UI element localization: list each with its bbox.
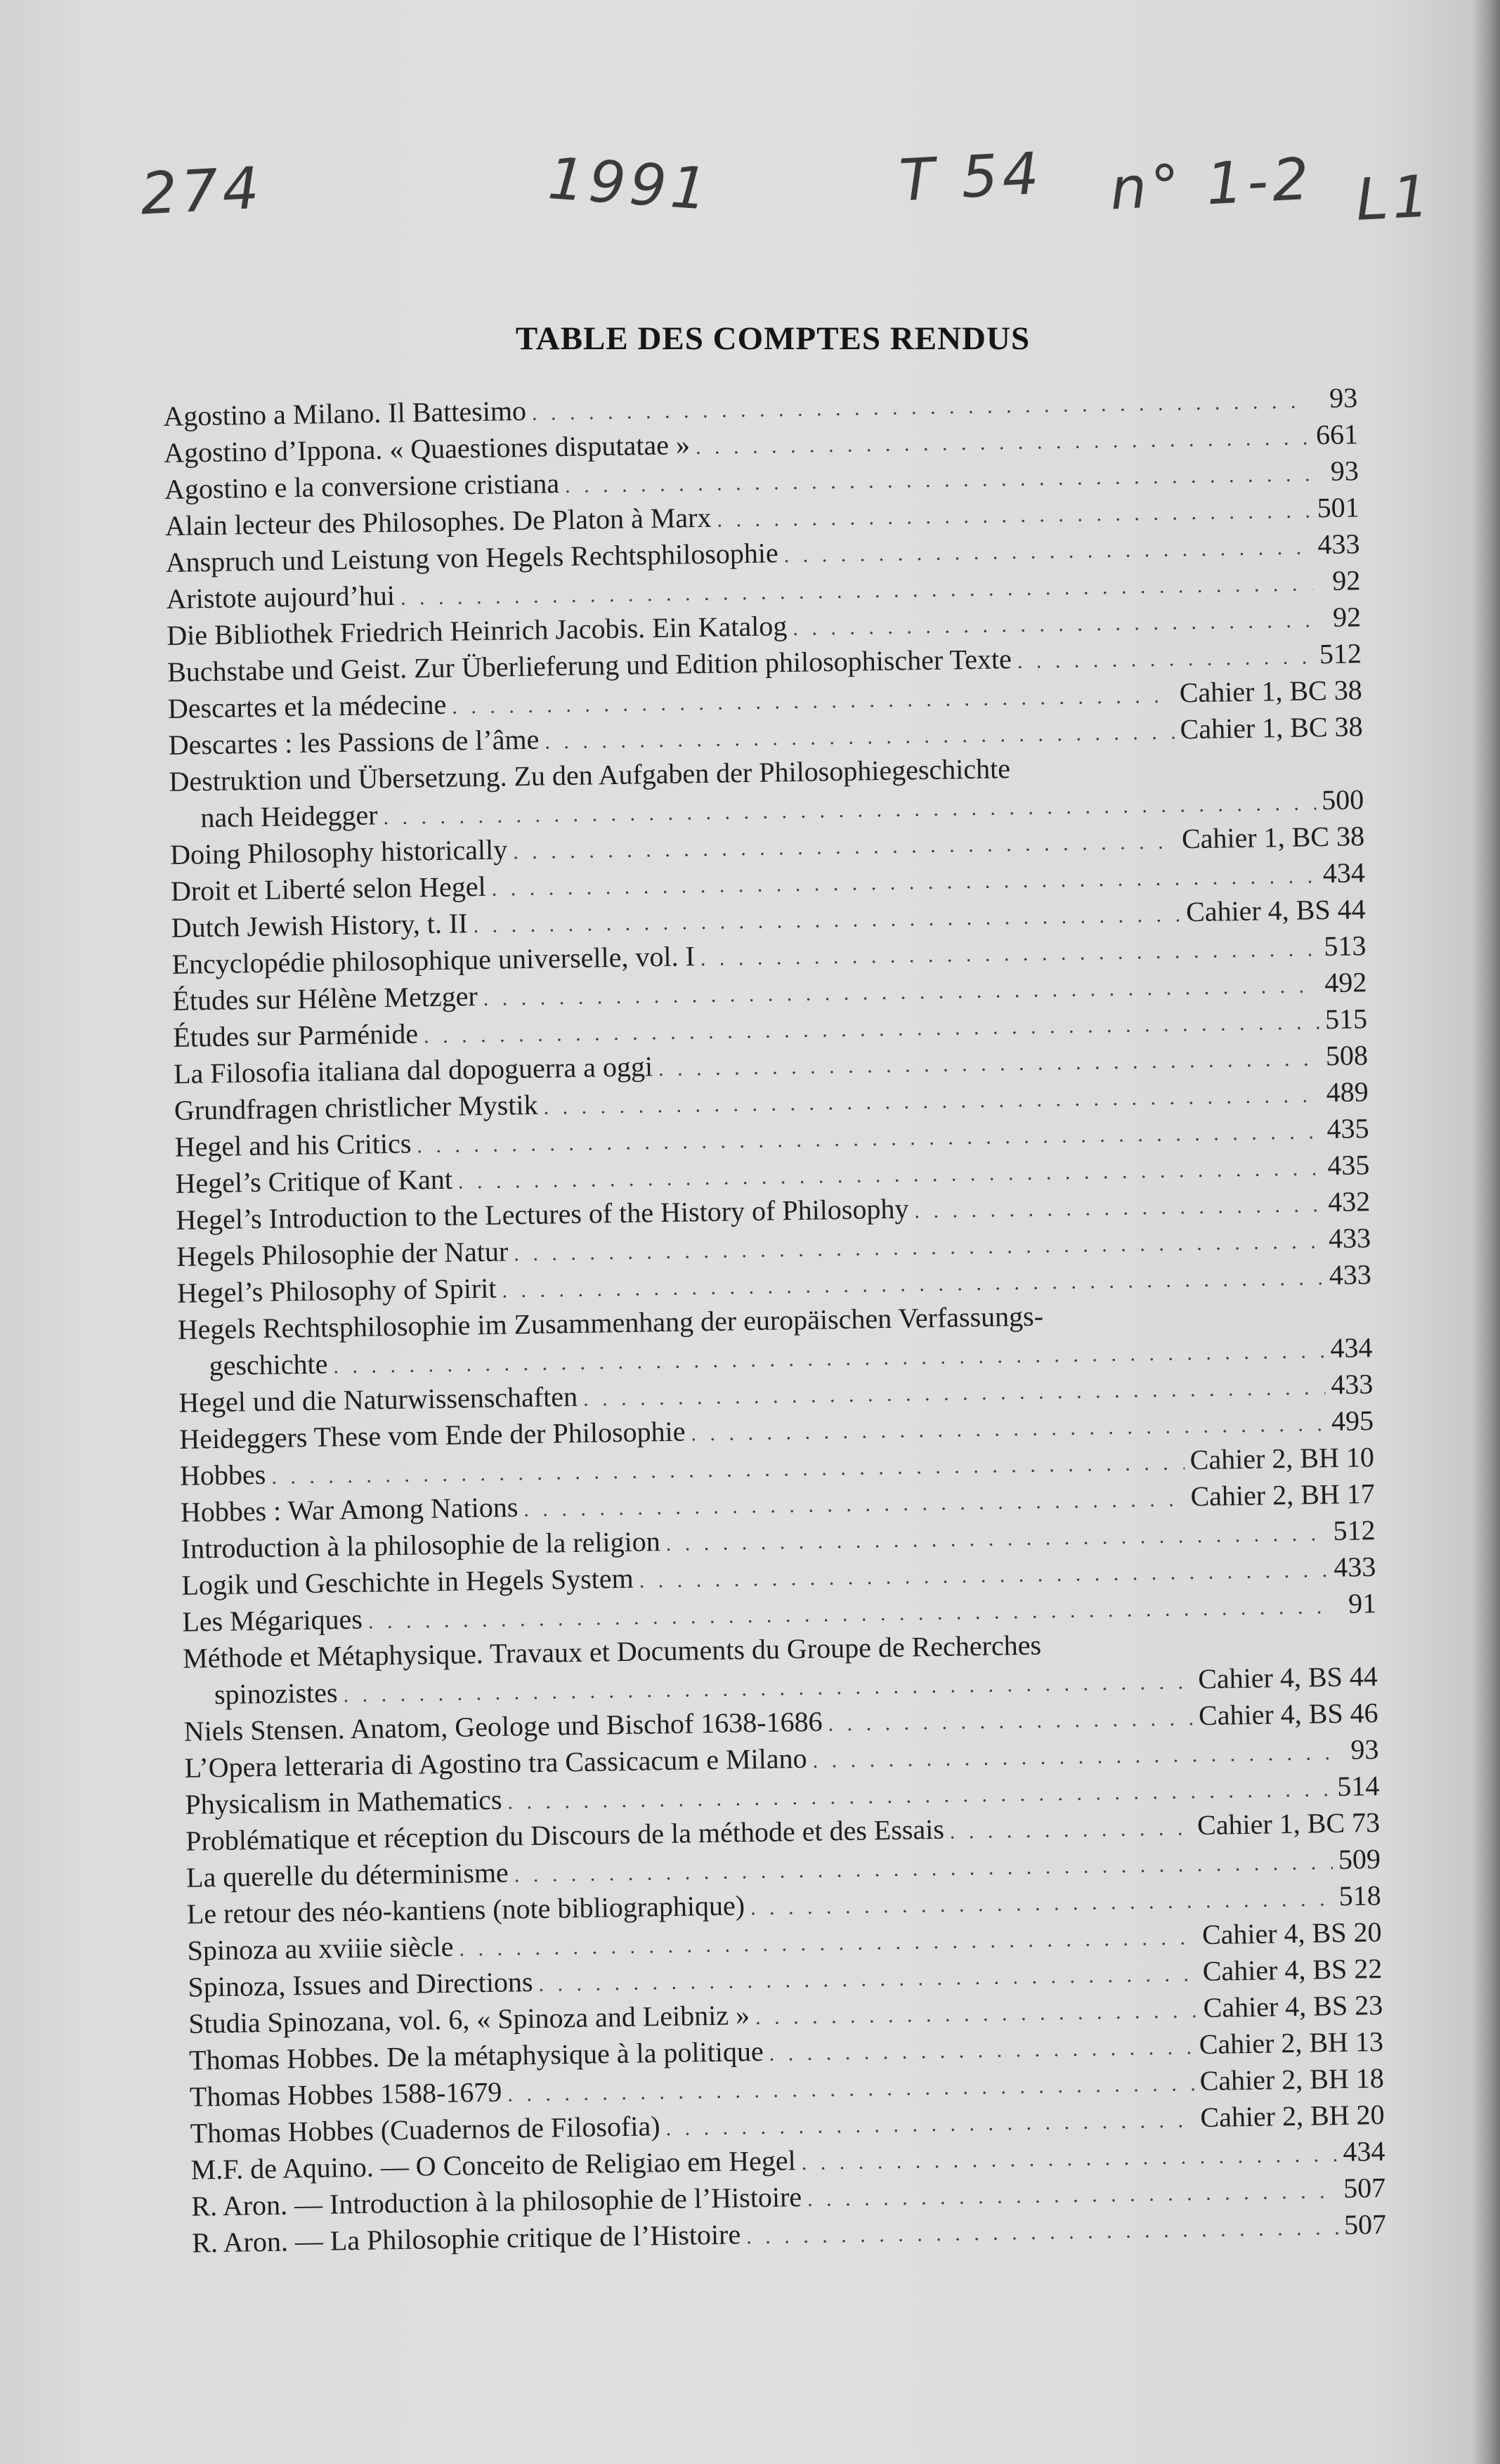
entry-title: Die Bibliothek Friedrich Heinrich Jacobis. Ein Katalog	[166, 610, 788, 651]
entry-reference: 434	[1330, 1331, 1373, 1364]
entry-title: Études sur Parménide	[172, 1017, 419, 1053]
entry-reference: Cahier 2, BH 13	[1199, 2026, 1384, 2061]
entry-reference: Cahier 4, BS 20	[1201, 1916, 1382, 1951]
entry-reference: 513	[1324, 930, 1367, 963]
entry-reference: 489	[1326, 1076, 1369, 1109]
entry-reference: 507	[1343, 2171, 1386, 2204]
entry-reference: Cahier 1, BC 73	[1196, 1806, 1381, 1842]
entry-reference: 91	[1348, 1587, 1377, 1619]
entry-reference: 435	[1326, 1149, 1370, 1182]
entry-title: Le retour des néo-kantiens (note bibliographique)	[186, 1889, 745, 1930]
entry-title: Doing Philosophy historically	[169, 833, 508, 871]
entry-title: Encyclopédie philosophique universelle, vol. I	[171, 940, 696, 980]
entry-reference: 492	[1324, 966, 1367, 999]
entry-reference: 433	[1317, 528, 1360, 561]
entry-title: Niels Stensen. Anatom, Geologe und Bischof 1638-1686	[183, 1705, 823, 1747]
entry-title: Hobbes	[179, 1458, 266, 1492]
entry-title: Agostino a Milano. Il Battesimo	[163, 394, 527, 432]
entry-title: Hegels Philosophie der Natur	[176, 1235, 509, 1272]
review-index-list	[163, 379, 1386, 2261]
entry-title: Agostino e la conversione cristiana	[164, 467, 560, 505]
entry-reference: 495	[1331, 1404, 1374, 1438]
entry-reference: 508	[1325, 1039, 1369, 1072]
entry-reference: Cahier 2, BH 18	[1199, 2062, 1385, 2097]
handwritten-issue: n° 1-2	[1108, 145, 1315, 223]
entry-reference: Cahier 1, BC 38	[1179, 674, 1363, 709]
entry-reference: 507	[1343, 2208, 1387, 2241]
entry-title: Spinoza, Issues and Directions	[188, 1966, 533, 2003]
entry-title: Anspruch und Leistung von Hegels Rechtsphilosophie	[165, 537, 779, 578]
entry-title: Alain lecteur des Philosophes. De Platon à Marx	[164, 501, 712, 542]
entry-title: Dutch Jewish History, t. II	[171, 907, 468, 944]
entry-reference: Cahier 2, BH 10	[1189, 1441, 1375, 1476]
entry-reference: Cahier 2, BH 20	[1200, 2098, 1385, 2134]
entry-reference: 500	[1321, 783, 1364, 816]
entry-title: La Filosofia italiana dal dopoguerra a oggi	[173, 1050, 653, 1090]
entry-reference: 433	[1333, 1551, 1376, 1584]
entry-title: Thomas Hobbes. De la métaphysique à la politique	[188, 2035, 764, 2076]
entry-title: Heideggers These vom Ende der Philosophie	[178, 1415, 686, 1455]
entry-title: Agostino d’Ippona. « Quaestiones disputatae »	[163, 429, 691, 469]
entry-title: Thomas Hobbes (Cuadernos de Filosofia)	[190, 2110, 660, 2149]
entry-title: Hegel’s Critique of Kant	[175, 1163, 453, 1199]
entry-title: geschichte	[209, 1348, 328, 1382]
handwritten-annotation	[138, 140, 1440, 234]
entry-title: Studia Spinozana, vol. 6, « Spinoza and Leibniz »	[188, 1999, 750, 2040]
entry-title: Hegels Rechtsphilosophie im Zusammenhang der europäischen Verfassungs-	[177, 1300, 1044, 1345]
entry-reference: 433	[1330, 1368, 1374, 1401]
entry-reference: 661	[1315, 418, 1359, 451]
entry-title: nach Heidegger	[200, 799, 378, 834]
book-spine-shadow	[1472, 0, 1500, 2464]
handwritten-number: 274	[138, 155, 265, 228]
entry-title: spinozistes	[214, 1676, 338, 1711]
entry-reference: 93	[1330, 455, 1359, 487]
entry-title: La querelle du déterminisme	[185, 1856, 509, 1893]
entry-reference: 433	[1329, 1258, 1372, 1291]
entry-reference: 433	[1328, 1222, 1371, 1255]
handwritten-volume: T 54	[897, 140, 1045, 215]
entry-reference: Cahier 1, BC 38	[1180, 710, 1363, 745]
entry-title: M.F. de Aquino. — O Conceito de Religiao em Hegel	[190, 2144, 796, 2186]
entry-title: Hobbes : War Among Nations	[180, 1491, 519, 1528]
entry-title: Destruktion und Übersetzung. Zu den Aufgaben der Philosophiegeschichte	[169, 752, 1011, 797]
entry-title: L’Opera letteraria di Agostino tra Cassicacum e Milano	[184, 1742, 807, 1784]
entry-reference: 515	[1324, 1003, 1368, 1036]
entry-title: R. Aron. — Introduction à la philosophie de l’Histoire	[191, 2181, 802, 2222]
entry-reference: 518	[1338, 1879, 1382, 1912]
handwritten-mark: L1	[1354, 163, 1435, 234]
page-title: TABLE DES COMPTES RENDUS	[515, 320, 1031, 357]
entry-reference: 509	[1338, 1843, 1381, 1875]
entry-reference: Cahier 1, BC 38	[1181, 820, 1365, 855]
entry-reference: Cahier 4, BS 22	[1202, 1953, 1383, 1988]
entry-reference: 501	[1317, 491, 1359, 524]
entry-reference: 512	[1319, 637, 1362, 670]
entry-reference: 434	[1343, 2134, 1385, 2168]
dot-leader	[746, 2210, 1339, 2255]
handwritten-year: 1991	[545, 145, 714, 224]
entry-title: Introduction à la philosophie de la religion	[181, 1525, 661, 1565]
entry-title: Buchstabe und Geist. Zur Überlieferung und Edition philosophischer Texte	[167, 643, 1012, 688]
entry-title: Hegel’s Philosophy of Spirit	[176, 1272, 497, 1309]
entry-title: Spinoza au xviiie siècle	[187, 1930, 454, 1967]
entry-reference: 435	[1326, 1112, 1369, 1145]
entry-reference: 92	[1332, 601, 1362, 633]
entry-title: Hegel und die Naturwissenschaften	[178, 1380, 578, 1419]
entry-reference: Cahier 4, BS 46	[1198, 1697, 1378, 1732]
entry-reference: Cahier 2, BH 17	[1190, 1478, 1376, 1513]
entry-title: Logik und Geschichte in Hegels System	[181, 1562, 634, 1601]
entry-title: Droit et Liberté selon Hegel	[170, 870, 487, 907]
entry-title: Études sur Hélène Metzger	[172, 980, 478, 1017]
entry-reference: Cahier 4, BS 44	[1185, 893, 1366, 928]
entry-reference: 512	[1333, 1514, 1376, 1547]
entry-reference: 93	[1350, 1733, 1379, 1766]
entry-reference: Cahier 4, BS 23	[1203, 1989, 1383, 2024]
entry-title: Hegel’s Introduction to the Lectures of the History of Philosophy	[176, 1192, 909, 1236]
entry-reference: Cahier 4, BS 44	[1197, 1660, 1378, 1695]
entry-title: Méthode et Métaphysique. Travaux et Documents du Groupe de Recherches	[182, 1629, 1042, 1674]
entry-title: Thomas Hobbes 1588-1679	[189, 2075, 502, 2113]
entry-reference: 514	[1336, 1770, 1380, 1802]
entry-title: Hegel and his Critics	[174, 1127, 412, 1163]
entry-title: Les Mégariques	[182, 1603, 363, 1638]
entry-title: Aristote aujourd’hui	[166, 579, 396, 615]
entry-reference: 92	[1331, 564, 1361, 597]
entry-title: R. Aron. — La Philosophie critique de l’Histoire	[191, 2218, 741, 2259]
entry-title: Problématique et réception du Discours de la méthode et des Essais	[185, 1813, 945, 1857]
entry-title: Grundfragen christlicher Mystik	[174, 1088, 538, 1126]
entry-title: Physicalism in Mathematics	[185, 1783, 502, 1820]
entry-reference: 432	[1327, 1185, 1371, 1218]
entry-reference: 434	[1322, 856, 1366, 889]
entry-title: Descartes : les Passions de l’âme	[168, 723, 540, 761]
entry-title: Descartes et la médecine	[167, 688, 447, 724]
entry-reference: 93	[1329, 382, 1358, 414]
